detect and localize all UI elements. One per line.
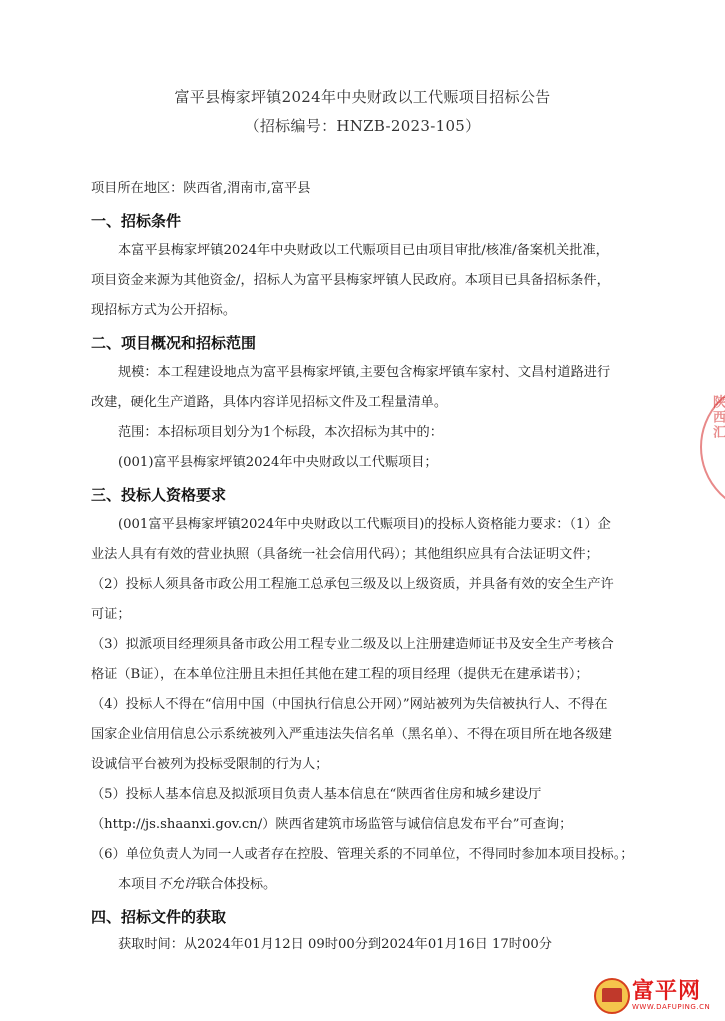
section-heading-overview: 二、项目概况和招标范围 bbox=[91, 334, 257, 352]
joint-prefix: 本项目 bbox=[118, 877, 158, 892]
tender-code: （招标编号：HNZB-2023-105） bbox=[244, 117, 481, 135]
paragraph-line: 设诚信平台被列为投标受限制的行为人； bbox=[91, 757, 329, 772]
watermark-url: WWW.DAFUPING.CN bbox=[632, 1003, 711, 1011]
paragraph-line: 范围：本招标项目划分为1个标段，本次招标为其中的： bbox=[118, 425, 443, 440]
joint-not-allowed: 不允许 bbox=[157, 877, 198, 892]
joint-suffix: 联合体投标。 bbox=[197, 877, 277, 892]
paragraph-line: 格证（B证），在本单位注册且未担任其他在建工程的项目经理（提供无在建承诺书）； bbox=[91, 667, 589, 682]
paragraph-line: （4）投标人不得在“信用中国（中国执行信息公开网）”网站被列为失信被执行人、不得在 bbox=[91, 697, 608, 712]
site-watermark-logo bbox=[592, 972, 722, 1018]
document-title: 富平县梅家坪镇2024年中央财政以工代赈项目招标公告 bbox=[174, 88, 551, 106]
paragraph-line: 现招标方式为公开招标。 bbox=[91, 303, 237, 318]
paragraph-line: 改建，硬化生产道路，具体内容详见招标文件及工程量清单。 bbox=[91, 395, 448, 410]
section-heading-documents: 四、招标文件的获取 bbox=[91, 908, 227, 926]
joint-bid-line bbox=[118, 876, 276, 894]
project-location: 项目所在地区：陕西省,渭南市,富平县 bbox=[91, 181, 311, 196]
paragraph-line: （http://js.shaanxi.gov.cn/）陕西省建筑市场监管与诚信信息发布平台”可查询； bbox=[91, 817, 573, 832]
paragraph-line: 规模：本工程建设地点为富平县梅家坪镇,主要包含梅家坪镇车家村、文昌村道路进行 bbox=[118, 365, 611, 380]
paragraph-line: 项目资金来源为其他资金/，招标人为富平县梅家坪镇人民政府。本项目已具备招标条件， bbox=[91, 273, 610, 288]
paragraph-line: （6）单位负责人为同一人或者存在控股、管理关系的不同单位，不得同时参加本项目投标。； bbox=[91, 847, 634, 862]
paragraph-line: （2）投标人须具备市政公用工程施工总承包三级及以上级资质，并具备有效的安全生产许 bbox=[91, 577, 614, 592]
building-icon bbox=[594, 978, 630, 1014]
paragraph-line: 本富平县梅家坪镇2024年中央财政以工代赈项目已由项目审批/核准/备案机关批准， bbox=[118, 243, 609, 258]
paragraph-line: （5）投标人基本信息及拟派项目负责人基本信息在“陕西省住房和城乡建设厅 bbox=[91, 787, 542, 802]
section-heading-qualifications: 三、投标人资格要求 bbox=[91, 486, 227, 504]
paragraph-line: 业法人具有有效的营业执照（具备统一社会信用代码）；其他组织应具有合法证明文件； bbox=[91, 547, 599, 562]
paragraph-line: （3）拟派项目经理须具备市政公用工程专业二级及以上注册建造师证书及安全生产考核合 bbox=[91, 637, 614, 652]
paragraph-line: (001)富平县梅家坪镇2024年中央财政以工代赈项目； bbox=[118, 455, 438, 470]
paragraph-line: (001富平县梅家坪镇2024年中央财政以工代赈项目)的投标人资格能力要求：（1）企 bbox=[118, 517, 611, 532]
section-heading-conditions: 一、招标条件 bbox=[91, 212, 182, 230]
paragraph-line: 可证； bbox=[91, 607, 131, 622]
seal-text: 陕西汇 bbox=[710, 395, 725, 440]
paragraph-line: 国家企业信用信息公示系统被列入严重违法失信名单（黑名单）、不得在项目所在地各级建 bbox=[91, 727, 612, 742]
paragraph-line: 获取时间：从2024年01月12日 09时00分到2024年01月16日 17时00分 bbox=[118, 937, 552, 952]
watermark-name: 富平网 bbox=[632, 979, 702, 1004]
